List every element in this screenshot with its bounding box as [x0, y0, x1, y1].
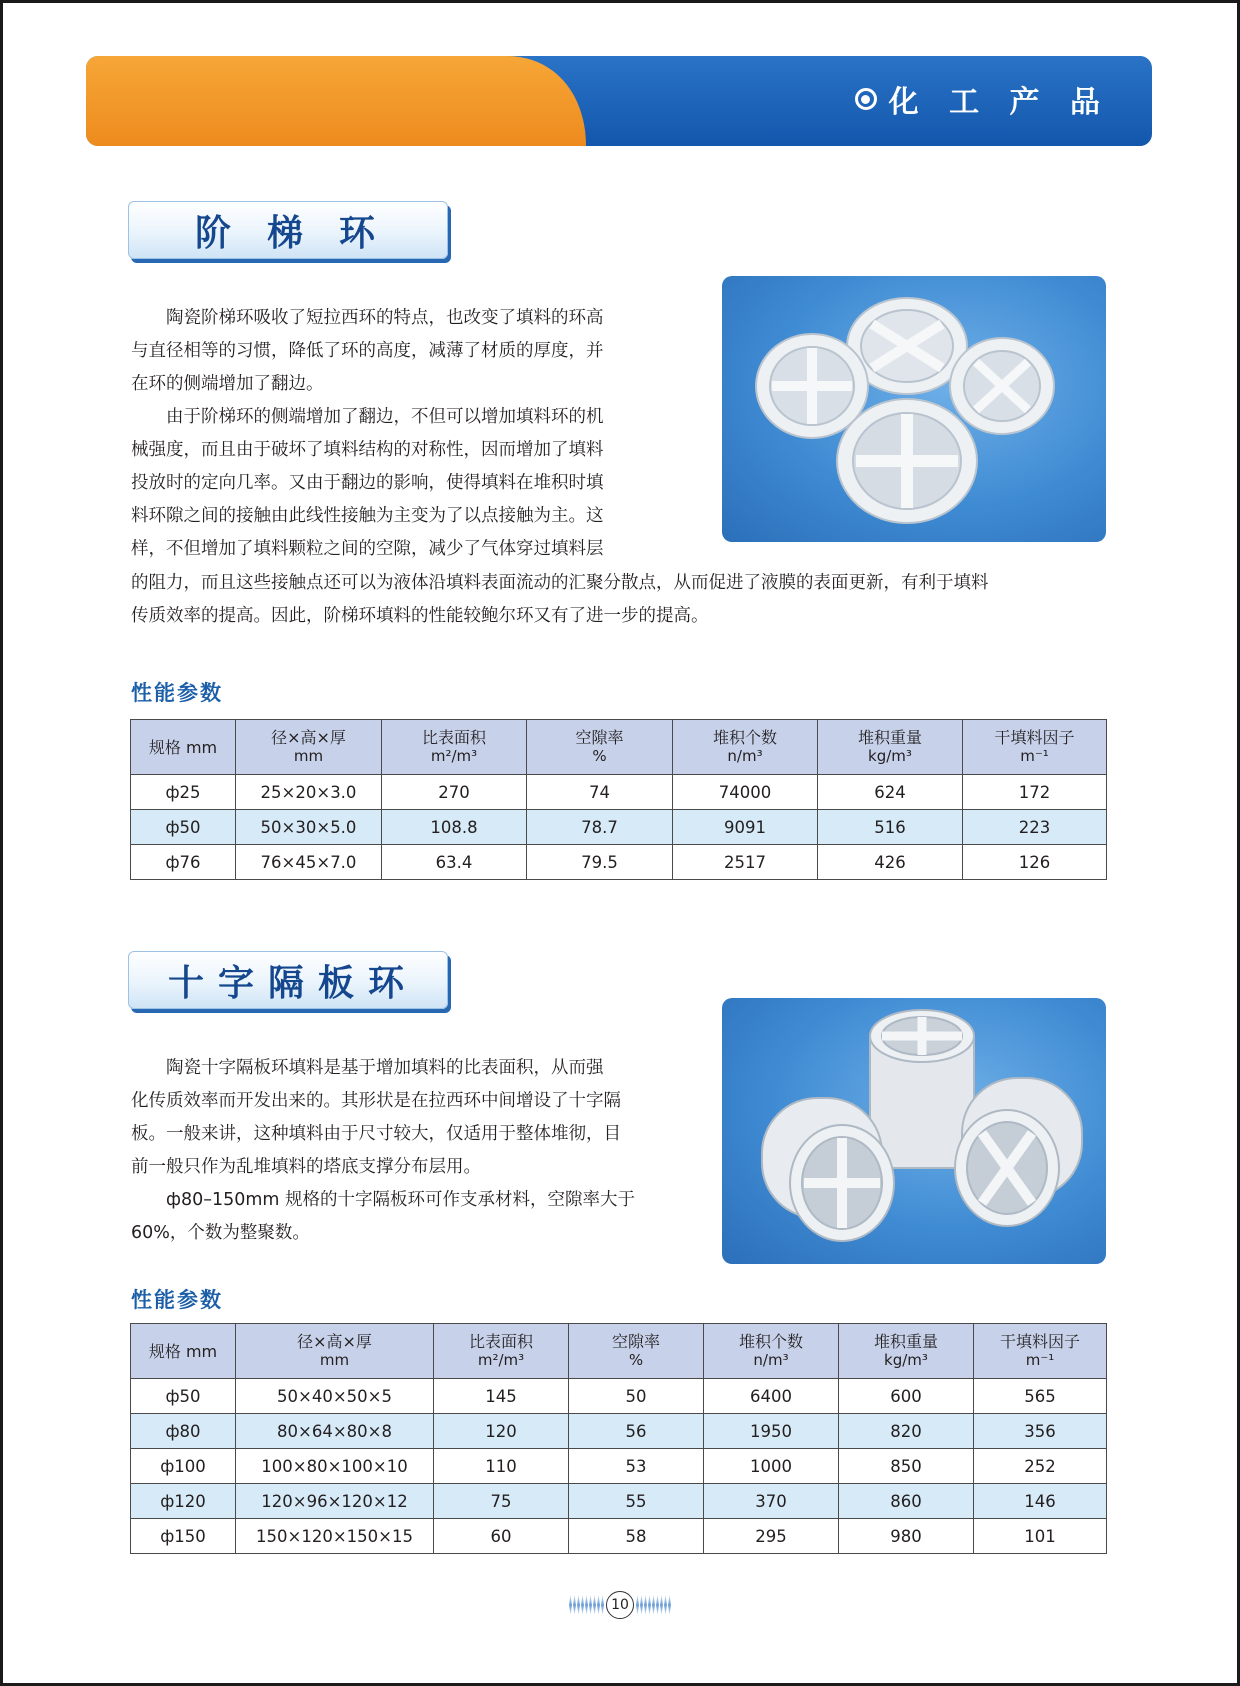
table-cell: 145 — [434, 1379, 569, 1414]
table-cell: 53 — [569, 1449, 704, 1484]
table-cell: 110 — [434, 1449, 569, 1484]
paragraph-line: 前一般只作为乱堆填料的塔底支撑分布层用。 — [131, 1157, 481, 1177]
paragraph-line: 样，不但增加了填料颗粒之间的空隙，减少了气体穿过填料层 — [131, 539, 604, 559]
table-cell: ф50 — [131, 1379, 236, 1414]
table-header-row — [131, 1324, 1107, 1379]
table-cell: 1000 — [704, 1449, 839, 1484]
table-cell: 25×20×3.0 — [236, 775, 382, 810]
table-cell: 172 — [963, 775, 1107, 810]
header-cell: 空隙率 % — [569, 1324, 704, 1379]
header-cell: 堆积个数 n/m³ — [704, 1324, 839, 1379]
table-cell: ф25 — [131, 775, 236, 810]
header-cell: 径×高×厚 mm — [236, 720, 382, 775]
table-cell: ф120 — [131, 1484, 236, 1519]
table-cell: 126 — [963, 845, 1107, 880]
table-cell: 223 — [963, 810, 1107, 845]
table-cell: ф76 — [131, 845, 236, 880]
header-cell: 堆积个数 n/m³ — [673, 720, 818, 775]
paragraph-line: 料环隙之间的接触由此线性接触为主变为了以点接触为主。这 — [131, 506, 604, 526]
table-cell: ф80 — [131, 1414, 236, 1449]
table-cell: 60 — [434, 1519, 569, 1554]
header-cell: 径×高×厚 mm — [236, 1324, 434, 1379]
zigzag-ornament-left — [569, 1595, 604, 1615]
header-cell: 堆积重量 kg/m³ — [818, 720, 963, 775]
table-row — [131, 1484, 1107, 1519]
table-cell: 426 — [818, 845, 963, 880]
paragraph-line: 在环的侧端增加了翻边。 — [131, 374, 324, 394]
header-cell: 规格 mm — [131, 1324, 236, 1379]
table-cell: 76×45×7.0 — [236, 845, 382, 880]
section-title-cross-partition-ring: 十字隔板环 — [128, 951, 448, 1009]
paragraph-line: 械强度，而且由于破坏了填料结构的对称性，因而增加了填料 — [131, 440, 604, 460]
table-cell: 370 — [704, 1484, 839, 1519]
table-cell: 120 — [434, 1414, 569, 1449]
table-cell: 78.7 — [527, 810, 673, 845]
section1-text-wide — [131, 567, 1131, 633]
page-number-ornament — [565, 1590, 675, 1620]
table-cell: 516 — [818, 810, 963, 845]
table-cell: 624 — [818, 775, 963, 810]
table-cell: 860 — [839, 1484, 974, 1519]
table-cell: 75 — [434, 1484, 569, 1519]
zigzag-ornament-right — [636, 1595, 671, 1615]
paragraph-line: 由于阶梯环的侧端增加了翻边，不但可以增加填料环的机 — [166, 407, 604, 427]
header-banner — [86, 56, 1152, 146]
table-cell: 980 — [839, 1519, 974, 1554]
section-title-step-ring: 阶梯环 — [128, 201, 448, 259]
table-row — [131, 775, 1107, 810]
table-cell: 820 — [839, 1414, 974, 1449]
section2-text-block — [131, 1052, 687, 1250]
table-cell: 565 — [974, 1379, 1107, 1414]
page-number: 10 — [606, 1591, 634, 1619]
paragraph-line: 60%，个数为整聚数。 — [131, 1223, 310, 1243]
table-row — [131, 1414, 1107, 1449]
paragraph-line: ф80–150mm 规格的十字隔板环可作支承材料，空隙率大于 — [166, 1190, 636, 1210]
ceramic-cross-rings-image — [722, 998, 1106, 1264]
header-cell: 干填料因子 m⁻¹ — [963, 720, 1107, 775]
table-row — [131, 1379, 1107, 1414]
table-cell: 80×64×80×8 — [236, 1414, 434, 1449]
table-cell: 270 — [382, 775, 527, 810]
table-cell: 55 — [569, 1484, 704, 1519]
category-label: 化 工 产 品 — [888, 85, 1110, 120]
table-cell: 1950 — [704, 1414, 839, 1449]
section1-subhead: 性能参数 — [131, 681, 223, 705]
target-bullet-icon — [855, 88, 877, 110]
table-cell: 252 — [974, 1449, 1107, 1484]
step-ring-photo — [722, 276, 1106, 542]
paragraph-line: 传质效率的提高。因此，阶梯环填料的性能较鲍尔环又有了进一步的提高。 — [131, 606, 709, 626]
table-cell: 6400 — [704, 1379, 839, 1414]
paragraph-line: 陶瓷阶梯环吸收了短拉西环的特点，也改变了填料的环高 — [166, 308, 604, 328]
table-cell: 850 — [839, 1449, 974, 1484]
table-cell: 50 — [569, 1379, 704, 1414]
paragraph-line: 陶瓷十字隔板环填料是基于增加填料的比表面积，从而强 — [166, 1058, 604, 1078]
paragraph-line: 化传质效率而开发出来的。其形状是在拉西环中间增设了十字隔 — [131, 1091, 621, 1111]
table-row — [131, 1449, 1107, 1484]
header-cell: 干填料因子 m⁻¹ — [974, 1324, 1107, 1379]
table-cell: ф50 — [131, 810, 236, 845]
table-row — [131, 1519, 1107, 1554]
banner-title — [855, 74, 1110, 124]
table-cell: 108.8 — [382, 810, 527, 845]
table-cell: 101 — [974, 1519, 1107, 1554]
table-row — [131, 810, 1107, 845]
cross-partition-ring-spec-table — [130, 1323, 1107, 1554]
table-cell: 58 — [569, 1519, 704, 1554]
section2-subhead: 性能参数 — [131, 1288, 223, 1312]
table-cell: 74 — [527, 775, 673, 810]
table-cell: 50×30×5.0 — [236, 810, 382, 845]
section1-text-block — [131, 302, 671, 566]
header-cell: 空隙率 % — [527, 720, 673, 775]
table-cell: 146 — [974, 1484, 1107, 1519]
table-cell: 79.5 — [527, 845, 673, 880]
table-cell: 100×80×100×10 — [236, 1449, 434, 1484]
paragraph-line: 的阻力，而且这些接触点还可以为液体沿填料表面流动的汇聚分散点，从而促进了液膜的表面更新，有利于填料 — [131, 573, 989, 593]
table-header-row — [131, 720, 1107, 775]
table-cell: 2517 — [673, 845, 818, 880]
table-cell: 9091 — [673, 810, 818, 845]
ceramic-step-rings-image — [722, 276, 1106, 542]
header-cell: 堆积重量 kg/m³ — [839, 1324, 974, 1379]
header-cell: 规格 mm — [131, 720, 236, 775]
step-ring-spec-table — [130, 719, 1107, 880]
table-cell: 600 — [839, 1379, 974, 1414]
header-cell: 比表面积 m²/m³ — [434, 1324, 569, 1379]
paragraph-line: 与直径相等的习惯，降低了环的高度，减薄了材质的厚度，并 — [131, 341, 604, 361]
table-cell: ф100 — [131, 1449, 236, 1484]
header-cell: 比表面积 m²/m³ — [382, 720, 527, 775]
paragraph-line: 投放时的定向几率。又由于翻边的影响，使得填料在堆积时填 — [131, 473, 604, 493]
table-cell: 150×120×150×15 — [236, 1519, 434, 1554]
table-row — [131, 845, 1107, 880]
table-cell: ф150 — [131, 1519, 236, 1554]
table-cell: 356 — [974, 1414, 1107, 1449]
table-cell: 56 — [569, 1414, 704, 1449]
cross-partition-ring-photo — [722, 998, 1106, 1264]
table-cell: 120×96×120×12 — [236, 1484, 434, 1519]
table-cell: 74000 — [673, 775, 818, 810]
table-cell: 295 — [704, 1519, 839, 1554]
paragraph-line: 板。一般来讲，这种填料由于尺寸较大，仅适用于整体堆彻，目 — [131, 1124, 621, 1144]
table-cell: 63.4 — [382, 845, 527, 880]
table-cell: 50×40×50×5 — [236, 1379, 434, 1414]
